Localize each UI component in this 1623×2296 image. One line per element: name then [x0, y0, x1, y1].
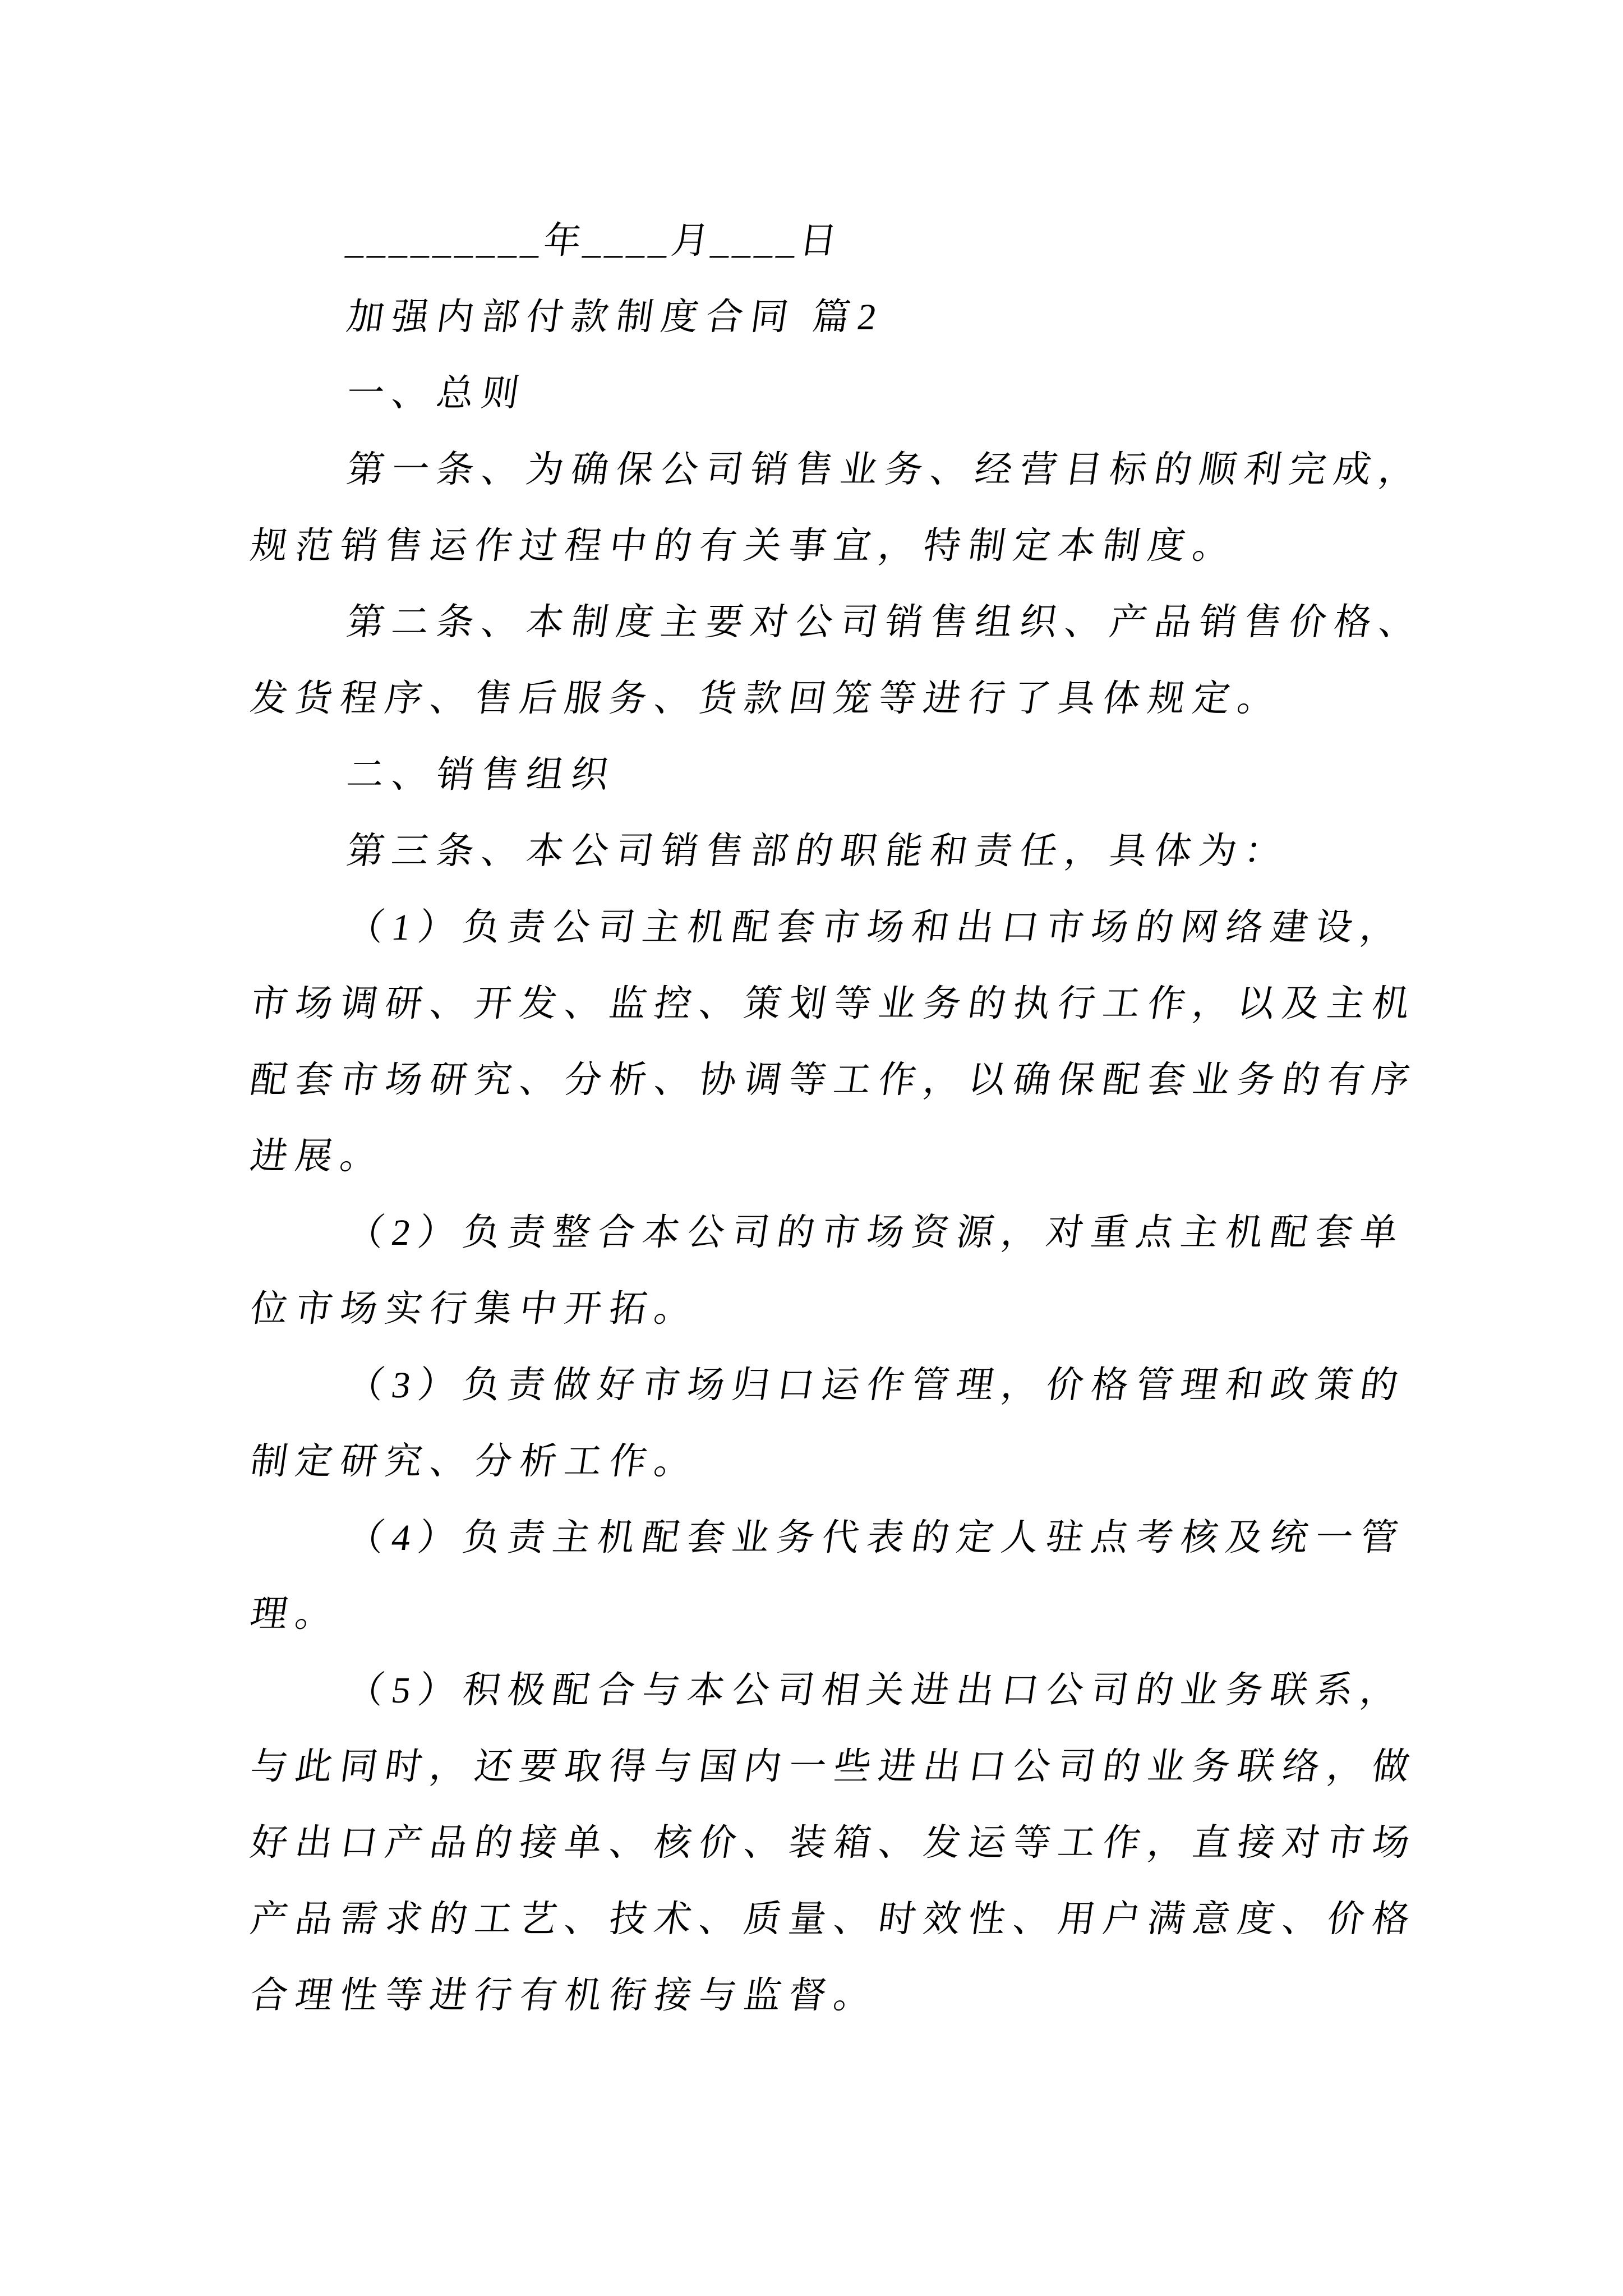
item-5-line-5: [248, 1958, 1432, 2034]
clause-3-line-1-text: 第三条、本公司销售部的职能和责任，具体为：: [344, 831, 1293, 872]
item-5-line-2: [248, 1729, 1432, 1805]
item-2-line-1-text: （2）负责整合本公司的市场资源，对重点主机配套单: [344, 1212, 1409, 1253]
section-heading-1: [248, 356, 1432, 432]
item-3-line-1: [248, 1347, 1432, 1424]
document-body: [248, 203, 1432, 2034]
item-2-line-2-text: 位市场实行集中开拓。: [247, 1289, 703, 1329]
item-4-line-1-text: （4）负责主机配套业务代表的定人驻点考核及统一管: [344, 1517, 1409, 1558]
item-2-line-1: [248, 1195, 1432, 1271]
item-1-line-3-text: 配套市场研究、分析、协调等工作，以确保配套业务的有序: [247, 1060, 1421, 1101]
item-3-line-2-text: 制定研究、分析工作。: [247, 1441, 703, 1482]
date-blank-line-text: _________年____月____日: [344, 220, 843, 261]
date-blank-line: [248, 203, 1432, 279]
clause-1-line-2-text: 规范销售运作过程中的有关事宜，特制定本制度。: [247, 526, 1241, 567]
clause-2-line-1-text: 第二条、本制度主要对公司销售组织、产品销售价格、: [344, 602, 1427, 643]
clause-1-line-1-text: 第一条、为确保公司销售业务、经营目标的顺利完成，: [344, 449, 1427, 490]
clause-2-line-1: [248, 585, 1432, 661]
item-5-line-3: [248, 1805, 1432, 1881]
item-1-line-3: [248, 1042, 1432, 1119]
clause-3-line-1: [248, 813, 1432, 890]
item-3-line-1-text: （3）负责做好市场归口运作管理，价格管理和政策的: [344, 1365, 1409, 1406]
document-title-text: 加强内部付款制度合同 篇2: [344, 297, 887, 338]
item-4-line-2: [248, 1576, 1432, 1653]
item-3-line-2: [248, 1424, 1432, 1500]
item-5-line-1: [248, 1653, 1432, 1729]
item-4-line-1: [248, 1500, 1432, 1576]
section-heading-2-text: 二、销售组织: [344, 754, 620, 795]
item-5-line-1-text: （5）积极配合与本公司相关进出口公司的业务联系，: [344, 1670, 1409, 1711]
item-5-line-5-text: 合理性等进行有机衔接与监督。: [247, 1975, 882, 2016]
section-heading-1-text: 一、总则: [344, 373, 530, 414]
item-1-line-2: [248, 966, 1432, 1042]
item-1-line-1: [248, 890, 1432, 966]
clause-1-line-1: [248, 432, 1432, 508]
item-5-line-4: [248, 1881, 1432, 1958]
item-1-line-4: [248, 1119, 1432, 1195]
clause-1-line-2: [248, 508, 1432, 585]
item-1-line-4-text: 进展。: [247, 1136, 389, 1177]
clause-2-line-2-text: 发货程序、售后服务、货款回笼等进行了具体规定。: [247, 678, 1286, 719]
section-heading-2: [248, 737, 1432, 813]
item-1-line-2-text: 市场调研、开发、监控、策划等业务的执行工作，以及主机: [247, 983, 1421, 1024]
item-4-line-2-text: 理。: [247, 1594, 344, 1635]
item-5-line-4-text: 产品需求的工艺、技术、质量、时效性、用户满意度、价格: [247, 1899, 1421, 1940]
clause-2-line-2: [248, 661, 1432, 737]
document-title: [248, 279, 1432, 356]
item-5-line-3-text: 好出口产品的接单、核价、装箱、发运等工作，直接对市场: [247, 1823, 1421, 1864]
item-5-line-2-text: 与此同时，还要取得与国内一些进出口公司的业务联络，做: [247, 1746, 1421, 1787]
item-1-line-1-text: （1）负责公司主机配套市场和出口市场的网络建设，: [344, 907, 1409, 948]
item-2-line-2: [248, 1271, 1432, 1347]
